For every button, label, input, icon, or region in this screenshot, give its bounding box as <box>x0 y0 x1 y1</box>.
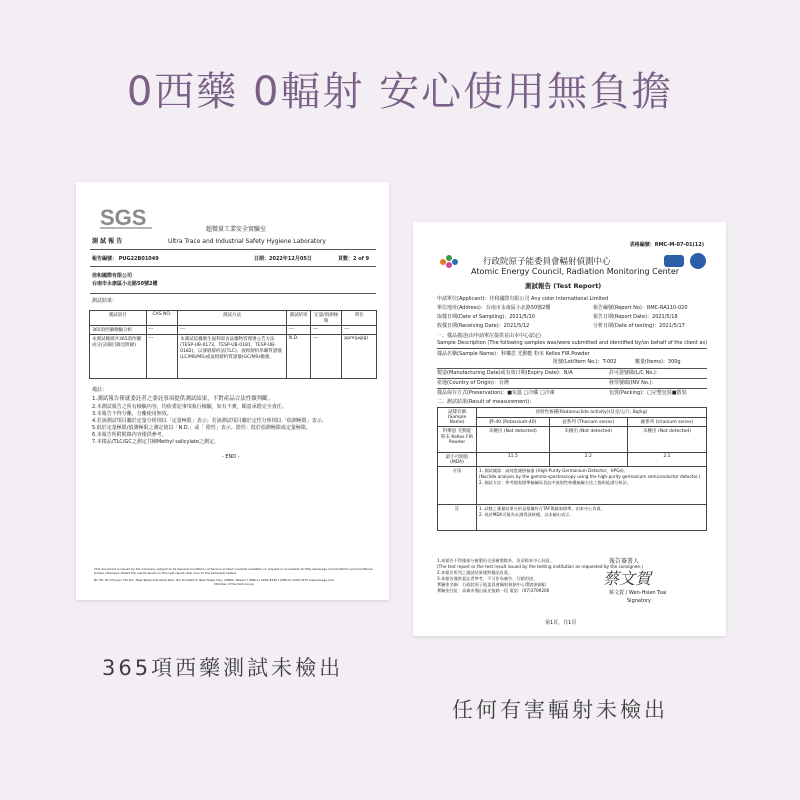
note-line: 5.低於定量極限/偵測極限之測定值以「N.D.」或「 陰性」表示。陰性：低於偵測極限或定量極限。 <box>92 425 311 431</box>
remark-line: (The test report or the test result issued by the testing institution as requested by the consignee.) <box>437 564 643 569</box>
result-heading: 二、測試結果(Result of measurement)： <box>437 399 535 405</box>
footer-member: Member of the SGS Group <box>214 582 254 586</box>
sample-desc-en: Sample Description (The following samples was/were submitted and identified by/on behalf of the client as) <box>437 340 708 346</box>
report-date: 日期：2022年12月05日 <box>254 256 312 262</box>
table-cell: N.D. <box>286 335 310 379</box>
table-cell: 2.1 <box>627 453 706 467</box>
table-cell: 本測試檢測共365項西藥成分(詳細目錄見附錄) <box>90 335 147 379</box>
footer-web: www.tw.sgs.com <box>309 578 335 582</box>
table-cell: --- <box>286 326 310 335</box>
note-line: 2. 低於MDA可視為未測得該核種，以未檢出表示。 <box>479 512 574 517</box>
rmc-logo-icon <box>433 252 467 276</box>
notes-label: 備註： <box>92 387 108 393</box>
license-field: 許可證號碼(L/C No.)： <box>609 370 661 376</box>
signatory-label: Signatory <box>627 598 652 604</box>
table-header: 測試項目 <box>90 311 147 326</box>
table-cell: 未檢出 (Not detected) <box>477 427 550 453</box>
note-line: 6.本報告所附附錄內容僅供參考。 <box>92 432 167 438</box>
mfg-date-field: 製造(Manufacturing Date)或有效日期(Expiry Date)：N/A <box>437 370 573 376</box>
table-header: 釷系列 (Thorium series) <box>549 417 627 427</box>
note-line: 2.本測試報告之所有檢驗內容，均依委託事項執行檢驗，如有不實，願意承擔完全責任。 <box>92 404 287 410</box>
table-row <box>90 335 377 379</box>
sgs-test-report <box>76 182 389 600</box>
note-line: 7.本樣品/TLC/GC之測定共檢Methyl salicylate之測定。 <box>92 439 219 445</box>
table-cell: 365項西藥檢驗分析 <box>90 326 147 335</box>
remark-line: 實驗室住址：高雄市鳳山區光復路一段 電話：(07)3709206 <box>437 588 550 593</box>
note-line: 1. 試樣之測量結果分析是根據符合TAF與國家標準，由本中心負責。 <box>479 506 605 511</box>
remark-line: 1.本報告不得僅部分複製但全部複製除外，但須經本中心同意。 <box>437 558 555 563</box>
lot-no-field: 批號(Lot/Item No.)：T-002 <box>553 359 617 365</box>
method-line: 1. 測試儀器：高純度鍺偵檢器 (High-Purity Germanium Detector，HPGe)。 <box>479 468 628 473</box>
signer-title: 報告簽署人 <box>609 558 640 565</box>
table-header: 鉀-40 (Potassium-40) <box>477 417 550 427</box>
page-headline: 0西藥 0輻射 安心使用無負擔 <box>126 69 674 115</box>
quantity-field: 數量(Items)：300g <box>635 359 681 365</box>
table-header-row <box>438 408 707 418</box>
note-line: 3.本報告不得分離，分離使用無效。 <box>92 411 172 417</box>
table-header: 鈾系列 (Uranium series) <box>627 417 706 427</box>
table-header: 測試方法 <box>178 311 287 326</box>
applicant-field: 申請單位(Applicant)：佳和國際有限公司 Any color International Limited <box>437 296 609 302</box>
page-number: 第1頁，共1頁 <box>545 620 577 626</box>
sample-name-field: 樣品名稱(Sample Name)：科樂思 光動能 粉末 Kellos FIR Powder <box>437 351 590 357</box>
origin-field: 產地(Country of Origin)：台灣 <box>437 380 509 386</box>
signer-name: 蔡文賀 / Wen-Hsien Tsai <box>609 590 667 596</box>
results-table <box>89 310 377 379</box>
table-cell: --- <box>342 326 377 335</box>
table-cell: --- <box>311 335 342 379</box>
table-header: 單位 <box>342 311 377 326</box>
footer <box>94 567 374 586</box>
table-cell: 科樂思 光動能 粉末 Kellos FIR Powder <box>438 427 477 453</box>
org-name-zh: 行政院原子能委員會輻射偵測中心 <box>483 257 611 267</box>
footer-disclaimer: Unless otherwise stated the results shown in this test report refer only to the sample(s) tested. <box>94 571 237 575</box>
sampling-date-field: 取樣日期(Date of Sampling)：2021/5/10 <box>437 314 535 320</box>
remark-line: 實驗室名稱：行政院原子能委員會輻射偵測中心環境偵測組 <box>437 582 546 587</box>
method-line: 2. 測試方法：參考國家標準檢驗局食品中放射性核種檢驗方法之伽馬能譜分析法。 <box>479 480 631 485</box>
sample-desc-heading: 一、樣品描述(由申請單位提供並由本中心認定) <box>437 333 541 339</box>
footer-address: No.38, Wu Chyuan 7th Rd., New Taipei Industrial Park, Wu Ku District, New Taipei City, 24890, Taiwan <box>94 578 246 582</box>
table-header: 定量/偵測極限 <box>311 311 342 326</box>
remarks <box>437 558 707 594</box>
report-number: 報告編號： PUG22B01049 <box>92 256 159 262</box>
table-cell: --- <box>311 326 342 335</box>
table-cell: 11.5 <box>477 453 550 467</box>
report-title: 測試報告 (Test Report) <box>525 282 602 290</box>
notes-list <box>92 395 327 446</box>
lab-name-en: Ultra Trace and Industrial Safety Hygiene Laboratory <box>168 238 326 245</box>
footer-fax: f (886-2) 2299-3237 <box>278 578 309 582</box>
table-cell: 方法 <box>438 467 477 505</box>
address-field: 單位地址(Address)：台南市永康區小北路50號2樓 <box>437 305 551 311</box>
svg-text:SGS: SGS <box>100 205 147 230</box>
table-header-row <box>438 417 707 427</box>
lab-name-zh: 超微量工業安全實驗室 <box>206 226 267 233</box>
remark-line: 3.本報告僅供委託者參考，不可作為廣告、行銷用途。 <box>437 576 538 581</box>
end-marker: - END - <box>222 454 240 460</box>
signature: 蔡文賀 <box>603 569 652 588</box>
method-line: (Nuclide analysis by the gamma-spectroscopy using the high-purity germanium semiconductor detector.) <box>479 474 701 479</box>
table-cell: 未檢出 (Not detected) <box>627 427 706 453</box>
table-cell: 註 <box>438 505 477 531</box>
table-row <box>438 505 707 531</box>
package-field: 包裝(Packing)：□完整包裝■散裝 <box>609 390 687 396</box>
footer-tel: t (886-2) 2299-3939 <box>246 578 278 582</box>
note-line: 1.測試報告僅就委託者之委託事項提供測試結果，不對產品合法性做判斷。 <box>92 396 274 402</box>
table-cell: 最小可測值(MDA) <box>438 453 477 467</box>
remark-line: 2.本報告所列之測試結果僅對樣品負責。 <box>437 570 513 575</box>
table-header: 放射性核種(Radionuclide activity)(貝克/公斤, Bq/kg) <box>477 408 707 418</box>
invoice-field: 發票號碼(INV No.)： <box>609 380 657 386</box>
results-label: 測試結果： <box>92 298 118 304</box>
table-row <box>438 427 707 453</box>
org-name-en: Atomic Energy Council, Radiation Monitoring Center <box>471 267 680 276</box>
sgs-logo <box>98 204 154 230</box>
client-company: 佳和國際有限公司 <box>92 273 133 279</box>
table-cell: --- <box>146 335 178 379</box>
caption-left: 365項西藥測試未檢出 <box>102 656 344 680</box>
table-cell: 2.2 <box>549 453 627 467</box>
table-cell: --- <box>178 326 287 335</box>
report-no-field: 報告編號(Report No)：RMC-RA110-020 <box>593 305 688 311</box>
table-header-row <box>90 311 377 326</box>
table-row <box>438 467 707 505</box>
table-cell: 未檢出 (Not detected) <box>549 427 627 453</box>
table-row <box>90 326 377 335</box>
page-number: 頁數：2 of 9 <box>338 256 370 262</box>
receiving-date-field: 收樣日期(Receiving Date)：2021/5/12 <box>437 323 530 329</box>
table-cell: 本測試依據衛生福利部食品藥物管理署公告方法(TESP-UB-0173，TESP-UB-0181，TESP-UB-0182)，以薄層層析法(TLC)、液相層析串聯質譜儀(LC/MS/MS)或氣相層析質譜儀(GC/MS)檢測。 <box>178 335 287 379</box>
table-header: 試樣名稱(Sample Name) <box>438 408 477 427</box>
preservation-field: 樣品保存方式(Preservation)：■室溫 □冷藏 □冷凍 <box>437 390 555 396</box>
table-header: 測試結果 <box>286 311 310 326</box>
table-header: CAS NO. <box>146 311 178 326</box>
report-title: 測 試 報 告 <box>92 238 123 245</box>
form-number: 表格編號：RMC-M-07-01(12) <box>629 242 704 248</box>
report-date-field: 報告日期(Report Date)：2021/5/18 <box>593 314 678 320</box>
testing-date-field: 分析日期(Date of testing)：2021/5/17 <box>593 323 685 329</box>
client-address: 台南市永康區小北路50號2樓 <box>92 281 158 287</box>
table-cell: ppm(μg/g) <box>342 335 377 379</box>
caption-right: 任何有害輻射未檢出 <box>452 698 668 722</box>
aec-test-report <box>413 222 726 636</box>
table-cell: --- <box>146 326 178 335</box>
note-line: 4.若該測試項目屬於定量分析則以「定量極限」表示；若該測試項目屬於定性分析則以「偵測極限」表示。 <box>92 418 327 424</box>
footer-terms: This document is issued by the Company subject to its General Conditions of Service printed overleaf, available on request or accessible at http://www.sgs.com/en/Terms-and-Conditions. <box>94 567 374 571</box>
table-row <box>438 453 707 467</box>
radiation-results-table <box>437 407 707 531</box>
